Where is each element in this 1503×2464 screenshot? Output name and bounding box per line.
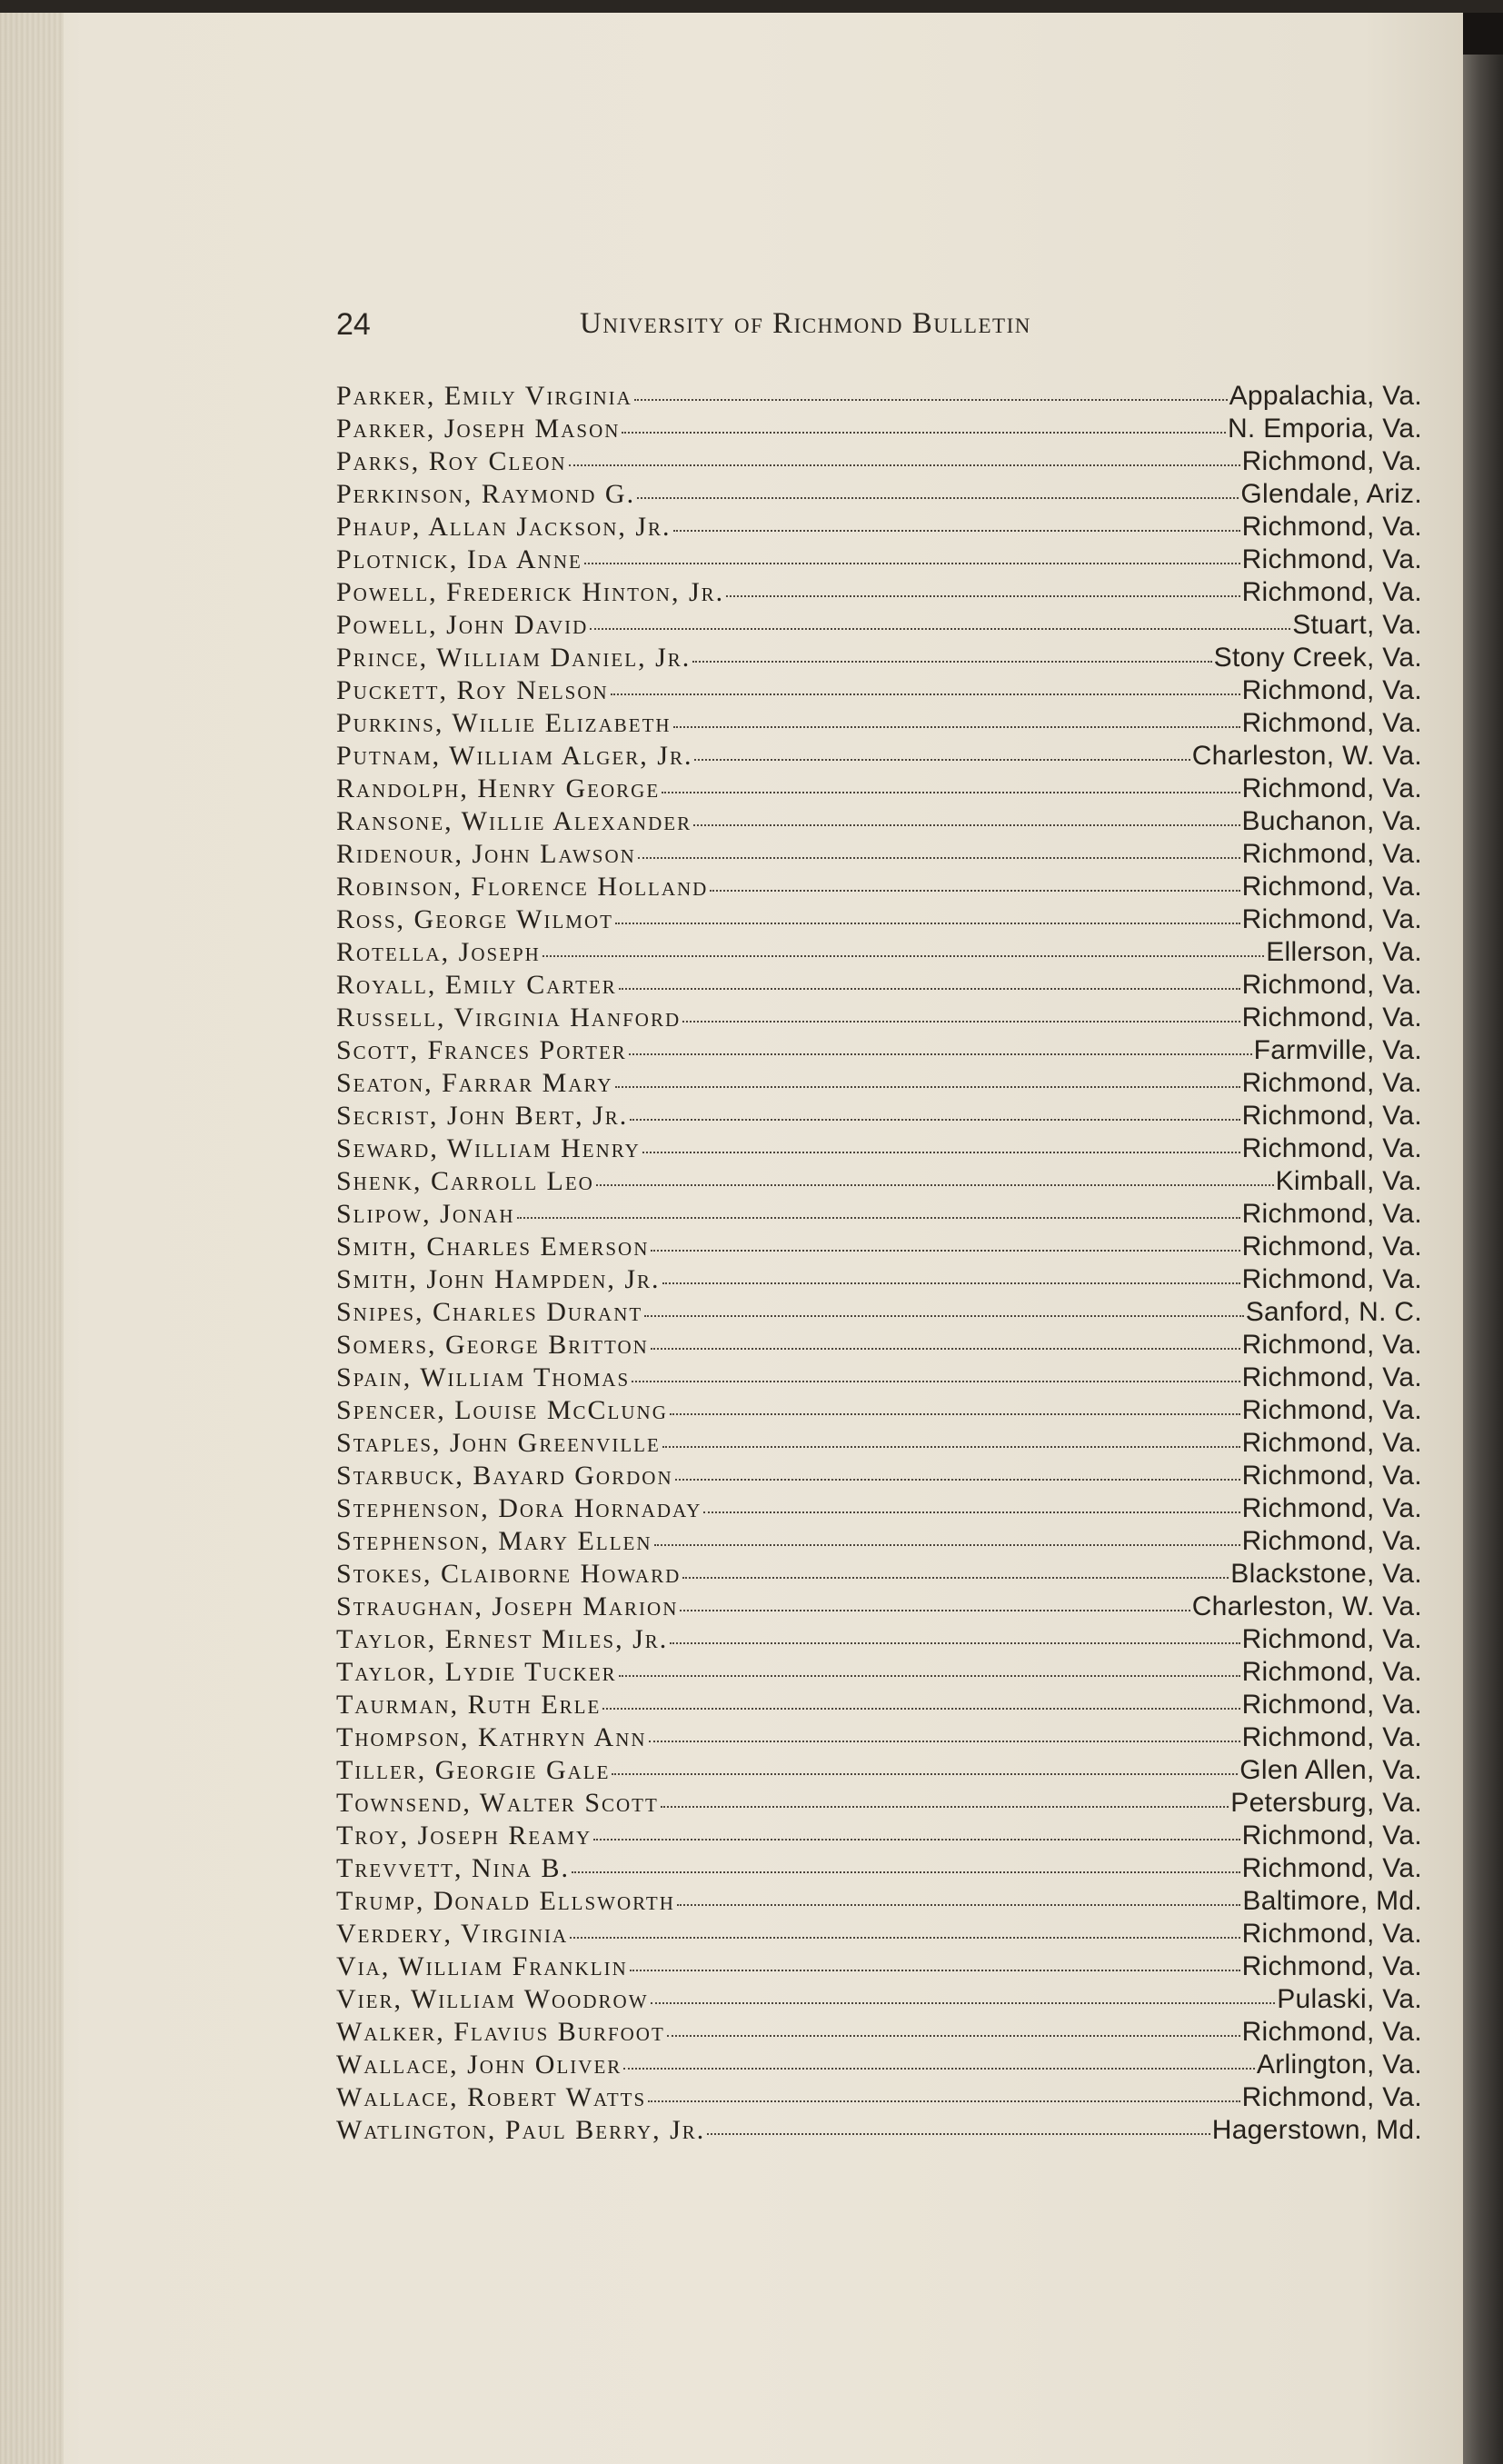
student-name: Plotnick, Ida Anne [336,544,582,574]
hometown: Richmond, Va. [1241,1264,1422,1294]
student-name: Royall, Emily Carter [336,970,617,1000]
list-item [336,740,1422,773]
list-item [336,544,1422,576]
hometown: N. Emporia, Va. [1227,414,1422,444]
student-name: Scott, Frances Porter [336,1035,627,1065]
student-name: Wallace, John Oliver [336,2050,622,2080]
dot-leader [682,1575,1229,1579]
student-name: Tiller, Georgie Gale [336,1755,611,1785]
hometown: Blackstone, Va. [1230,1559,1422,1589]
list-item [336,2016,1422,2049]
hometown: Richmond, Va. [1241,1232,1422,1262]
hometown: Richmond, Va. [1241,1101,1422,1131]
student-name: Thompson, Kathryn Ann [336,1722,647,1752]
student-name: Putnam, William Alger, Jr. [336,741,693,771]
list-item [336,1591,1422,1623]
hometown: Farmville, Va. [1253,1035,1422,1065]
list-item [336,576,1422,609]
list-item [336,805,1422,838]
dot-leader [694,757,1189,761]
dot-leader [569,463,1240,466]
student-name: Seward, William Henry [336,1133,641,1163]
hometown: Richmond, Va. [1241,1853,1422,1883]
student-name: Watlington, Paul Berry, Jr. [336,2115,706,2145]
student-name: Trevvett, Nina B. [336,1853,570,1883]
list-item [336,1198,1422,1231]
dot-leader [619,986,1240,990]
student-name: Parker, Joseph Mason [336,414,621,444]
dot-leader [542,953,1264,957]
running-head: University of Richmond Bulletin [580,307,1031,340]
dot-leader [667,2033,1240,2037]
list-item [336,1754,1422,1787]
list-item [336,1132,1422,1165]
student-name: Purkins, Willie Elizabeth [336,708,672,738]
hometown: Buchanon, Va. [1241,806,1422,836]
dot-leader [677,1902,1241,1906]
student-name: Snipes, Charles Durant [336,1297,643,1327]
list-item [336,1296,1422,1329]
dot-leader [675,1477,1240,1481]
student-name: Stokes, Claiborne Howard [336,1559,682,1589]
page-number: 24 [336,307,371,342]
hometown: Richmond, Va. [1241,773,1422,803]
hometown: Richmond, Va. [1241,1362,1422,1392]
dot-leader [707,2131,1209,2135]
student-name: Trump, Donald Ellsworth [336,1886,675,1916]
list-item [336,1918,1422,1950]
list-item [336,1820,1422,1852]
list-item [336,1394,1422,1427]
list-item [336,642,1422,674]
dot-leader [651,2000,1276,2004]
dot-leader [680,1608,1189,1611]
list-item [336,1034,1422,1067]
dot-leader [611,692,1240,695]
dot-leader [644,1313,1244,1317]
student-name: Puckett, Roy Nelson [336,675,609,705]
list-item [336,1329,1422,1362]
dot-leader [623,2066,1255,2070]
list-item [336,1165,1422,1198]
hometown: Ellerson, Va. [1266,937,1422,967]
list-item [336,1656,1422,1689]
hometown: Richmond, Va. [1241,1199,1422,1229]
student-name: Somers, George Britton [336,1330,649,1360]
hometown: Pulaski, Va. [1277,1984,1422,2014]
hometown: Glendale, Ariz. [1240,479,1422,509]
hometown: Baltimore, Md. [1242,1886,1422,1916]
student-name: Townsend, Walter Scott [336,1788,659,1818]
dot-leader [612,1771,1238,1775]
hometown: Charleston, W. Va. [1191,1591,1422,1621]
hometown: Richmond, Va. [1241,446,1422,476]
student-name: Randolph, Henry George [336,773,661,803]
list-item [336,707,1422,740]
list-item [336,1427,1422,1460]
hometown: Richmond, Va. [1241,1690,1422,1720]
hometown: Richmond, Va. [1241,1428,1422,1458]
dot-leader [673,724,1240,728]
dot-leader [692,659,1211,663]
list-item [336,1852,1422,1885]
hometown: Richmond, Va. [1241,1657,1422,1687]
hometown: Sanford, N. C. [1245,1297,1422,1327]
list-item [336,1885,1422,1918]
student-name: Slipow, Jonah [336,1199,515,1229]
dot-leader [570,1935,1239,1939]
dot-leader [629,1052,1252,1055]
hometown: Richmond, Va. [1241,839,1422,869]
hometown: Arlington, Va. [1256,2050,1422,2080]
list-item [336,1525,1422,1558]
dot-leader [632,1379,1239,1382]
student-name: Via, William Franklin [336,1951,628,1981]
hometown: Glen Allen, Va. [1239,1755,1422,1785]
list-item [336,1460,1422,1492]
list-item [336,2114,1422,2147]
dot-leader [682,1019,1239,1023]
dot-leader [615,1084,1240,1088]
dot-leader [630,1117,1239,1121]
student-name: Ridenour, John Lawson [336,839,636,869]
student-name: Parker, Emily Virginia [336,381,632,411]
list-item [336,380,1422,413]
dot-leader [630,1968,1240,1971]
student-name: Powell, John David [336,610,589,640]
student-name: Smith, Charles Emerson [336,1232,650,1262]
list-item [336,773,1422,805]
dot-leader [693,823,1239,826]
dot-leader [602,1706,1239,1710]
student-name: Prince, William Daniel, Jr. [336,643,692,673]
hometown: Richmond, Va. [1241,1395,1422,1425]
hometown: Stony Creek, Va. [1213,643,1422,673]
hometown: Richmond, Va. [1241,1624,1422,1654]
list-item [336,445,1422,478]
hometown: Richmond, Va. [1241,1330,1422,1360]
list-item [336,413,1422,445]
student-name: Taylor, Lydie Tucker [336,1657,617,1687]
student-name: Troy, Joseph Reamy [336,1821,592,1850]
dot-leader [651,1248,1239,1252]
student-name: Walker, Flavius Burfoot [336,2017,665,2047]
list-item [336,1983,1422,2016]
dot-leader [638,855,1240,859]
dot-leader [649,1739,1240,1742]
hometown: Richmond, Va. [1241,1133,1422,1163]
student-name: Ransone, Willie Alexander [336,806,692,836]
dot-leader [651,1346,1240,1350]
hometown: Kimball, Va. [1275,1166,1422,1196]
dot-leader [648,2099,1239,2102]
dot-leader [615,921,1240,924]
list-item [336,838,1422,871]
list-item [336,1558,1422,1591]
student-name: Seaton, Farrar Mary [336,1068,613,1098]
student-name: Robinson, Florence Holland [336,872,709,902]
list-item [336,478,1422,511]
student-name: Shenk, Carroll Leo [336,1166,594,1196]
hometown: Richmond, Va. [1241,1526,1422,1556]
student-name: Spain, William Thomas [336,1362,631,1392]
dot-leader [654,1542,1240,1546]
list-item [336,1231,1422,1263]
hometown: Richmond, Va. [1241,872,1422,902]
dot-leader [662,1444,1240,1448]
dot-leader [572,1870,1240,1873]
dot-leader [703,1510,1239,1513]
dot-leader [637,495,1239,499]
student-name: Phaup, Allan Jackson, Jr. [336,512,672,542]
hometown: Richmond, Va. [1241,2082,1422,2112]
student-name: Stephenson, Mary Ellen [336,1526,652,1556]
student-name: Wallace, Robert Watts [336,2082,647,2112]
scan-top-border [0,0,1503,13]
dot-leader [584,561,1240,564]
list-item [336,1950,1422,1983]
list-item [336,1721,1422,1754]
student-name: Starbuck, Bayard Gordon [336,1461,673,1491]
hometown: Richmond, Va. [1241,970,1422,1000]
dot-leader [673,528,1240,532]
hometown: Richmond, Va. [1241,1493,1422,1523]
student-name: Rotella, Joseph [336,937,541,967]
list-item [336,1623,1422,1656]
hometown: Richmond, Va. [1241,675,1422,705]
list-item [336,1492,1422,1525]
student-name: Ross, George Wilmot [336,904,613,934]
student-name: Taurman, Ruth Erle [336,1690,602,1720]
list-item [336,1263,1422,1296]
list-item [336,609,1422,642]
list-item [336,1689,1422,1721]
student-name: Vier, William Woodrow [336,1984,649,2014]
dot-leader [726,594,1239,597]
student-name: Straughan, Joseph Marion [336,1591,679,1621]
list-item [336,969,1422,1002]
list-item [336,903,1422,936]
hometown: Richmond, Va. [1241,1068,1422,1098]
student-name: Spencer, Louise McClung [336,1395,668,1425]
hometown: Richmond, Va. [1241,2017,1422,2047]
dot-leader [661,1804,1229,1808]
dot-leader [662,790,1239,793]
student-name: Powell, Frederick Hinton, Jr. [336,577,725,607]
list-item [336,936,1422,969]
student-name: Verdery, Virginia [336,1919,569,1949]
book-edge [1463,55,1503,2464]
dot-leader [622,430,1226,434]
list-item [336,1100,1422,1132]
hometown: Richmond, Va. [1241,1003,1422,1032]
dot-leader [670,1641,1239,1644]
hometown: Richmond, Va. [1241,544,1422,574]
student-name: Smith, John Hampden, Jr. [336,1264,661,1294]
list-item [336,1362,1422,1394]
student-name: Taylor, Ernest Miles, Jr. [336,1624,669,1654]
student-name: Stephenson, Dora Hornaday [336,1493,702,1523]
dot-leader [662,1281,1240,1284]
hometown: Charleston, W. Va. [1191,741,1422,771]
dot-leader [590,626,1290,630]
dot-leader [710,888,1239,892]
list-item [336,1787,1422,1820]
hometown: Appalachia, Va. [1229,381,1422,411]
dot-leader [634,397,1228,401]
hometown: Hagerstown, Md. [1211,2115,1422,2145]
hometown: Richmond, Va. [1241,708,1422,738]
student-name: Secrist, John Bert, Jr. [336,1101,629,1131]
list-item [336,511,1422,544]
list-item [336,2049,1422,2081]
hometown: Richmond, Va. [1241,1951,1422,1981]
hometown: Richmond, Va. [1241,1722,1422,1752]
hometown: Richmond, Va. [1241,1461,1422,1491]
student-directory-list [336,380,1422,2147]
hometown: Richmond, Va. [1241,577,1422,607]
dot-leader [517,1215,1240,1219]
student-name: Perkinson, Raymond G. [336,479,636,509]
list-item [336,871,1422,903]
list-item [336,674,1422,707]
hometown: Richmond, Va. [1241,512,1422,542]
page-header [336,307,1427,353]
dot-leader [596,1182,1274,1186]
hometown: Stuart, Va. [1292,610,1422,640]
dot-leader [619,1673,1240,1677]
dot-leader [670,1412,1240,1415]
student-name: Russell, Virginia Hanford [336,1003,682,1032]
student-name: Parks, Roy Cleon [336,446,567,476]
hometown: Richmond, Va. [1241,904,1422,934]
list-item [336,1067,1422,1100]
list-item [336,1002,1422,1034]
hometown: Richmond, Va. [1241,1919,1422,1949]
page-gutter [0,0,64,2464]
hometown: Petersburg, Va. [1230,1788,1422,1818]
list-item [336,2081,1422,2114]
dot-leader [593,1837,1239,1841]
student-name: Staples, John Greenville [336,1428,661,1458]
hometown: Richmond, Va. [1241,1821,1422,1850]
dot-leader [642,1150,1240,1153]
